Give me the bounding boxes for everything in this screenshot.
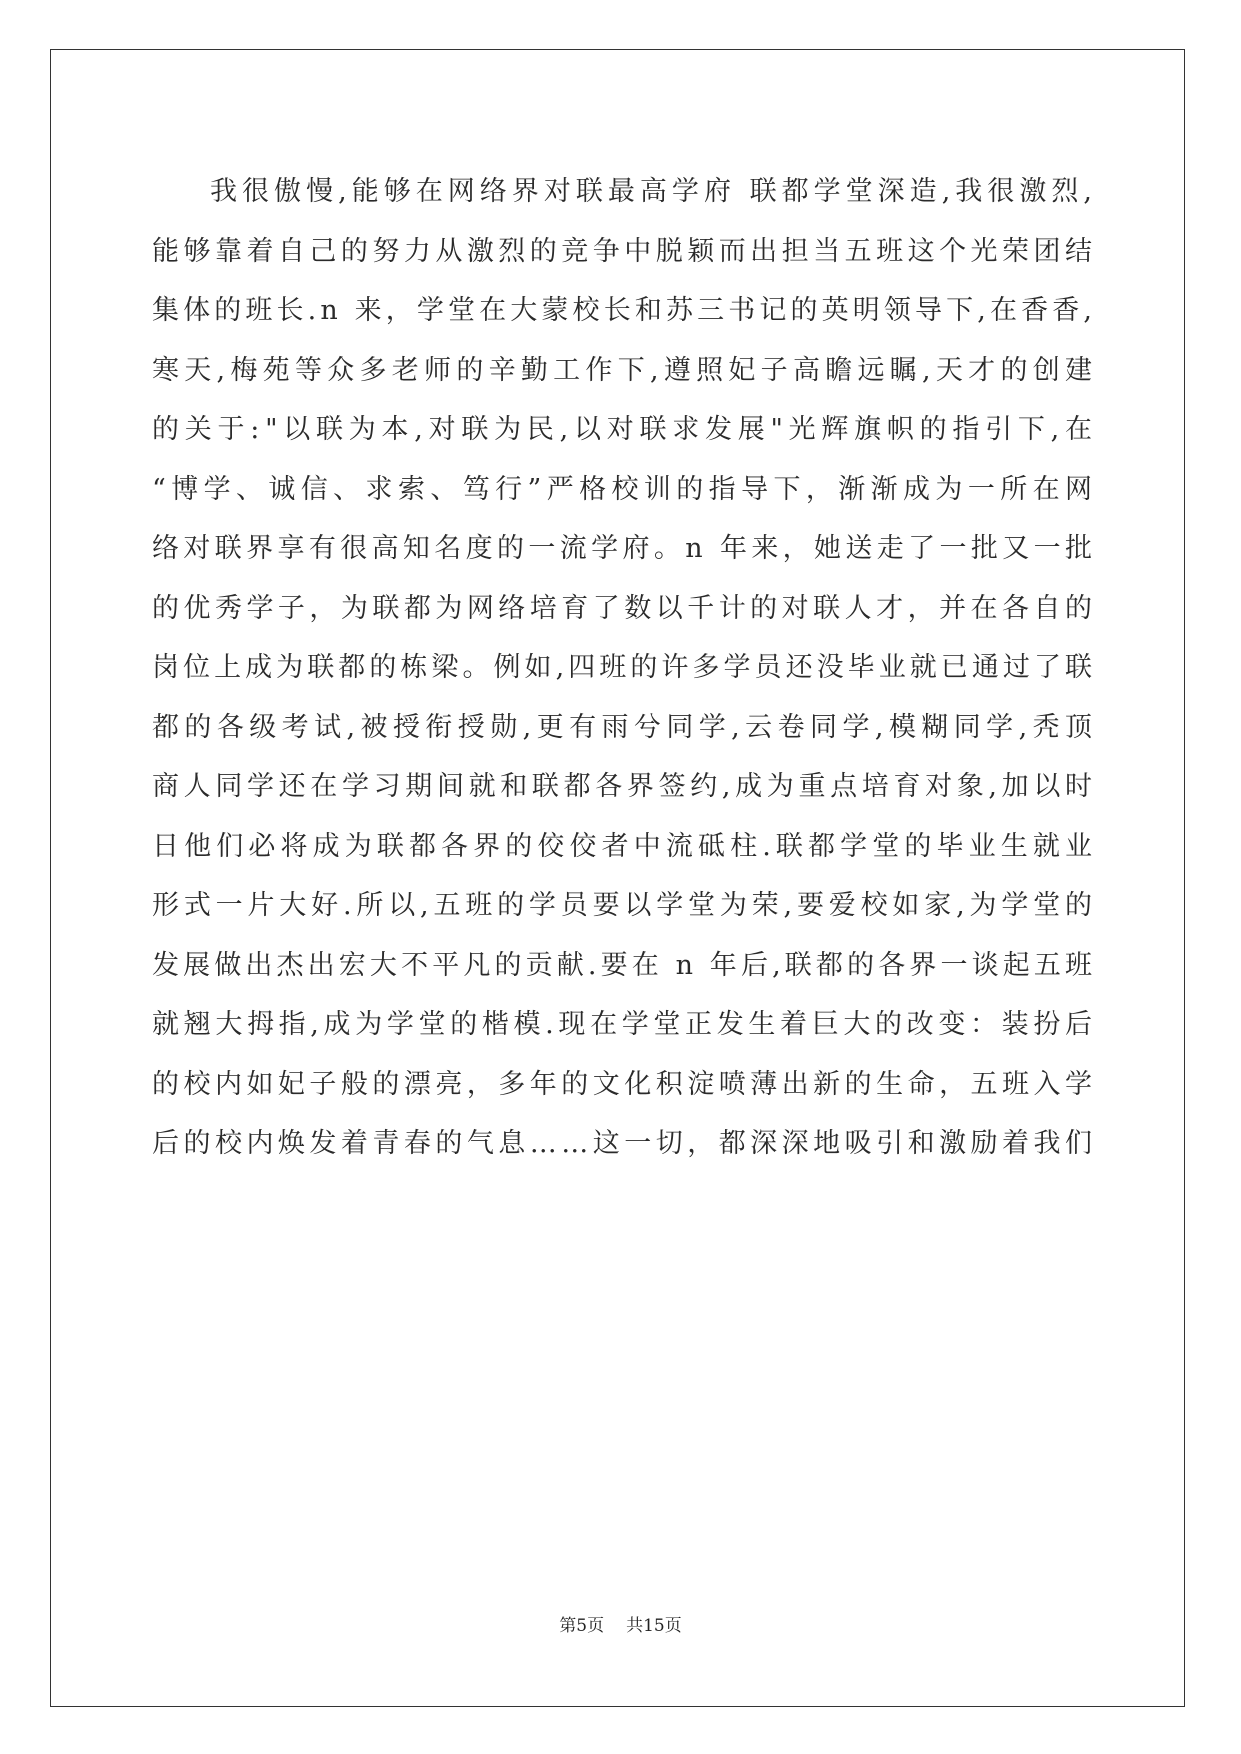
text-line: 络对联界享有很高知名度的一流学府。n 年来，她送走了一批又一批 <box>152 533 1097 564</box>
body-text <box>152 162 1098 1174</box>
text-line: 能够靠着自己的努力从激烈的竞争中脱颖而出担当五班这个光荣团结 <box>152 235 1097 267</box>
text-line: 集体的班长.n 来，学堂在大蒙校长和苏三书记的英明领导下,在香香, <box>152 295 1097 326</box>
text-line: 商人同学还在学习期间就和联都各界签约,成为重点培育对象,加以时 <box>152 771 1097 802</box>
text-line: 都的各级考试,被授衔授勋,更有雨兮同学,云卷同学,模糊同学,秃顶 <box>152 711 1098 743</box>
text-line: 的校内如妃子般的漂亮，多年的文化积淀喷薄出新的生命，五班入学 <box>152 1068 1097 1100</box>
text-line: 的优秀学子，为联都为网络培育了数以千计的对联人才，并在各自的 <box>152 592 1097 624</box>
text-line: 就翘大拇指,成为学堂的楷模.现在学堂正发生着巨大的改变：装扮后 <box>152 1009 1097 1040</box>
text-line: 我很傲慢,能够在网络界对联最高学府 联都学堂深造,我很激烈, <box>210 176 1098 207</box>
text-line: 寒天,梅苑等众多老师的辛勤工作下,遵照妃子高瞻远瞩,天才的创建 <box>152 354 1098 386</box>
text-line: “博学、诚信、求索、笃行”严格校训的指导下，渐渐成为一所在网 <box>152 473 1098 505</box>
text-line: 形式一片大好.所以,五班的学员要以学堂为荣,要爱校如家,为学堂的 <box>152 890 1097 921</box>
page-number: 第5页 <box>559 1616 605 1636</box>
text-line: 日他们必将成为联都各界的佼佼者中流砥柱.联都学堂的毕业生就业 <box>152 830 1098 862</box>
page-total: 共15页 <box>626 1616 682 1636</box>
text-line: 后的校内焕发着青春的气息……这一切，都深深地吸引和激励着我们 <box>152 1128 1097 1159</box>
text-line: 岗位上成为联都的栋梁。例如,四班的许多学员还没毕业就已通过了联 <box>152 652 1097 683</box>
text-line: 发展做出杰出宏大不平凡的贡献.要在 n 年后,联都的各界一谈起五班 <box>152 949 1097 981</box>
text-line: 的关于:"以联为本,对联为民,以对联求发展"光辉旗帜的指引下,在 <box>152 414 1098 445</box>
page-footer <box>0 1611 1241 1636</box>
